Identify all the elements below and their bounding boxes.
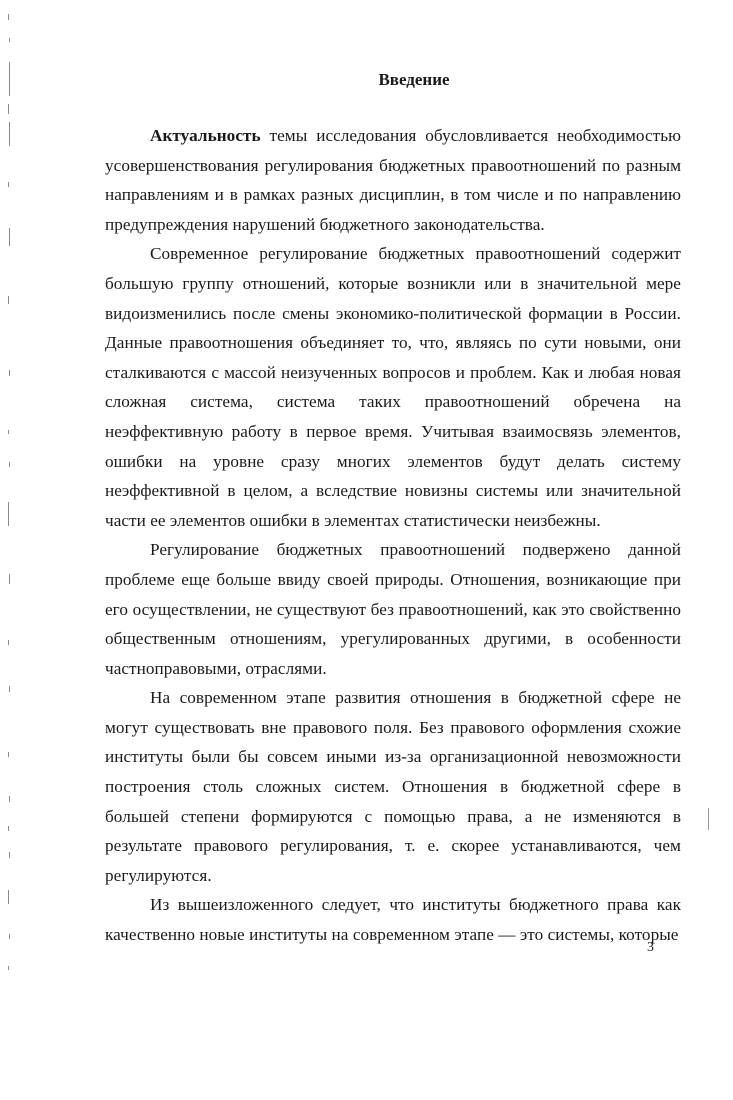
paragraph-relevance <box>105 121 681 239</box>
relevance-text: темы исследования обусловливается необходимостью усовершенствования регулирования бюджетных правоотношений по разным направлениям и в рамках разных дисциплин, в том числе и по направлению предупреждения нарушений бюджетного законодательства. <box>105 126 681 234</box>
scan-artifact <box>708 808 709 830</box>
paragraph: На современном этапе развития отношения в бюджетной сфере не могут существовать вне правового поля. Без правового оформления схожие институты были бы совсем иными из-за организационной невозможности построения столь сложных систем. Отношения в бюджетной сфере в большей степени формируются с помощью права, а не изменяются в результате правового регулирования, т. е. скорее устанавливаются, чем регулируются. <box>105 688 681 885</box>
scan-artifact <box>8 182 9 187</box>
scan-artifact <box>8 430 9 434</box>
page-title: Введение <box>378 70 450 89</box>
scan-artifact <box>8 296 9 304</box>
scan-artifact <box>8 104 9 114</box>
paragraph: Из вышеизложенного следует, что институты бюджетного права как качественно новые институты на современном этапе — это системы, которые <box>105 895 681 945</box>
scan-artifact <box>8 502 9 526</box>
body-text <box>105 121 681 950</box>
scan-artifact <box>9 796 10 802</box>
scan-artifact <box>8 640 9 645</box>
scan-artifact <box>9 686 10 692</box>
scan-artifact <box>9 852 10 858</box>
paragraph: Современное регулирование бюджетных правоотношений содержит большую группу отношений, которые возникли или в значительной мере видоизменились после смены экономико-политической формации в России. Данные правоотношения объединяет то, что, являясь по сути новыми, они сталкиваются с массой неизученных вопросов и проблем. Как и любая новая сложная система, система таких правоотношений обречена на неэффективную работу в первое время. Учитывая взаимосвязь элементов, ошибки на уровне сразу многих элементов будут делать систему неэффективной в целом, а вследствие новизны системы или значительной части ее элементов ошибки в элементах статистически неизбежны. <box>105 244 681 530</box>
scan-artifact <box>9 370 10 376</box>
scan-artifact <box>8 752 9 757</box>
relevance-lead-term: Актуальность <box>150 126 261 145</box>
scan-artifact <box>9 574 10 584</box>
scan-artifact <box>8 14 9 20</box>
scan-artifact <box>9 38 10 42</box>
scan-artifact <box>8 890 9 904</box>
scan-artifact <box>9 122 10 146</box>
scan-artifact <box>9 228 10 246</box>
scan-artifact <box>9 934 10 939</box>
page-number: 3 <box>647 940 654 955</box>
scan-artifact <box>9 462 10 467</box>
scan-artifact <box>8 966 9 970</box>
paragraph: Регулирование бюджетных правоотношений подвержено данной проблеме еще больше ввиду своей природы. Отношения, возникающие при его осуществлении, не существуют без правоотношений, как это свойственно общественным отношениям, урегулированных другими, в особенности частноправовыми, отраслями. <box>105 540 681 678</box>
scan-artifact <box>8 826 9 831</box>
